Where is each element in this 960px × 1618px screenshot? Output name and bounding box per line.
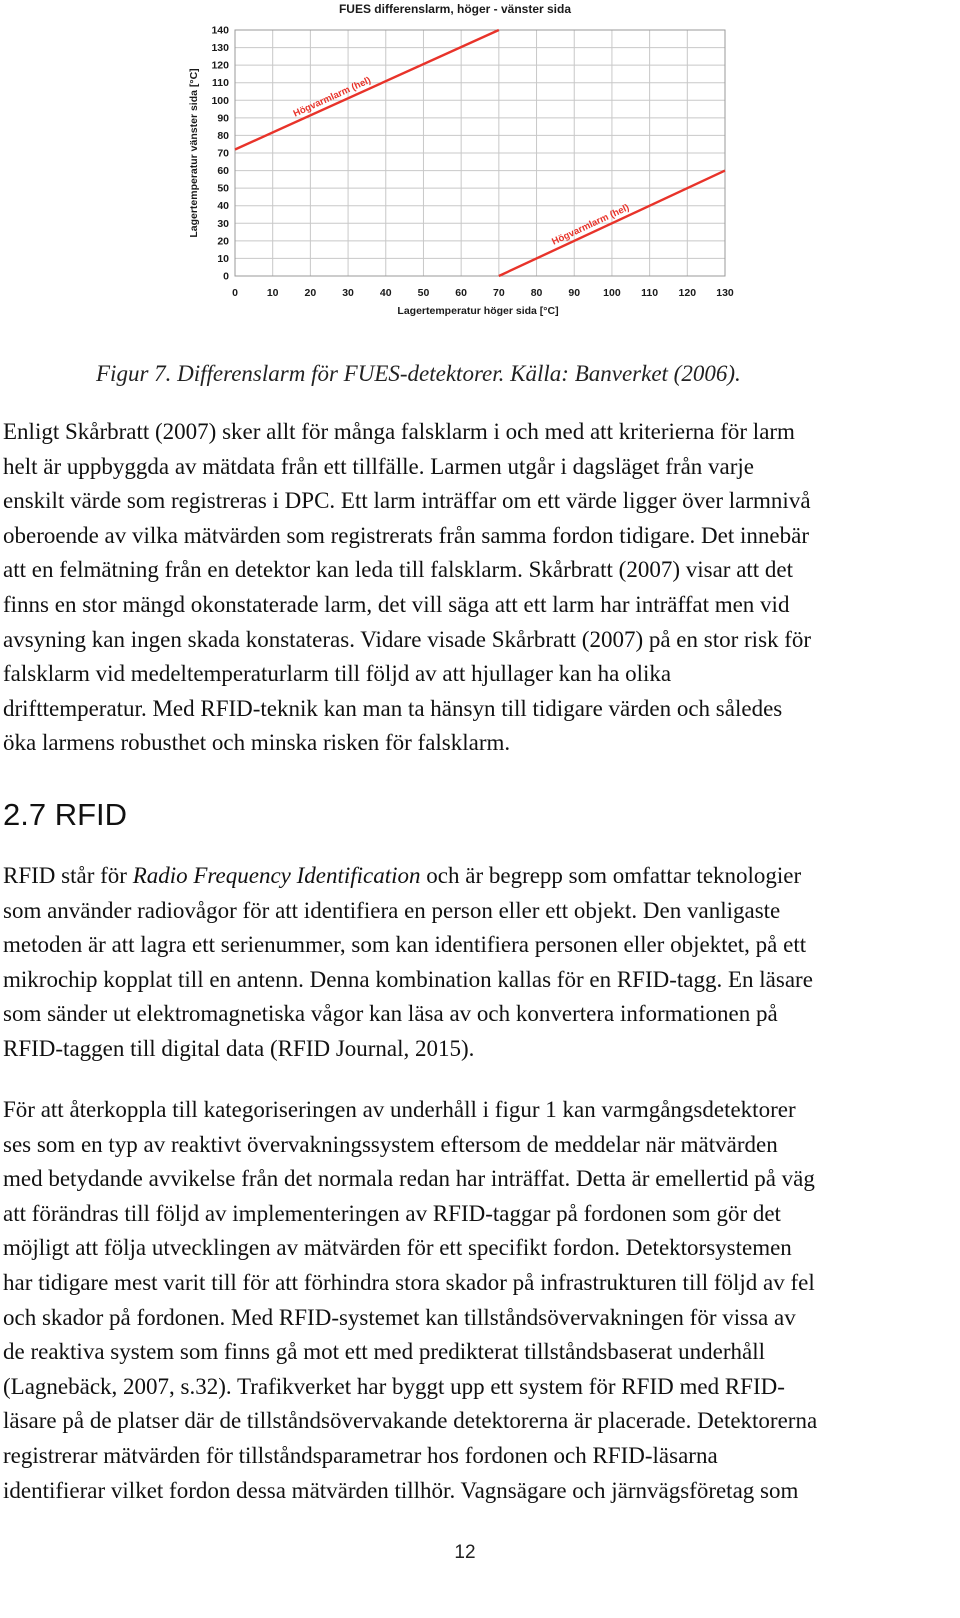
paragraph-line: ses som en typ av reaktivt övervakningssystem eftersom de meddelar när mätvärden [3,1131,778,1157]
chart-title: FUES differenslarm, höger - vänster sida [338,2,572,16]
paragraph-line: drifttemperatur. Med RFID-teknik kan man ta hänsyn till tidigare värden och således [3,695,783,721]
y-tick-label: 110 [212,77,229,90]
paragraph-line [3,859,935,894]
paragraph-line: falsklarm vid medeltemperaturlarm till följd av att hjullager kan ha olika [3,661,672,687]
y-tick-label: 50 [217,182,229,195]
y-tick-label: 10 [217,252,229,265]
x-tick-labels [232,287,734,299]
y-tick-label: 70 [217,147,229,160]
x-tick-label: 30 [342,287,354,299]
rfid-expansion: Radio Frequency Identification [132,863,421,888]
paragraph-line: som sänder ut elektromagnetiska vågor kan läsa av och konvertera informationen på [3,1001,778,1027]
paragraph-line: avsyning kan ingen skada konstateras. Vidare visade Skårbratt (2007) på en stor risk för [3,626,812,652]
x-tick-label: 50 [417,287,430,299]
y-axis-label: Lagertemperatur vänster sida [°C] [188,68,200,238]
paragraph-line: läsare på de platser där de tillståndsövervakande detektorerna är placerade. Detektorerna [3,1408,818,1434]
line-text: och är begrepp som omfattar teknologier [420,863,802,888]
paragraph-line: metoden är att lagra ett serienummer, som kan identifiera personen eller objektet, på ett [3,932,807,958]
paragraph-line: som använder radiovågor för att identifiera en person eller ett objekt. Den vanligaste [3,897,781,923]
x-tick-label: 60 [455,287,467,299]
paragraph-line: mikrochip kopplat till en antenn. Denna kombination kallas för en RFID-tagg. En läsare [3,966,813,992]
x-tick-label: 100 [603,287,621,299]
fues-chart [180,0,780,330]
paragraph-line: öka larmens robusthet och minska risken för falsklarm. [3,730,511,756]
y-tick-label: 130 [211,42,229,55]
y-tick-label: 120 [211,59,229,72]
page-number: 12 [454,1542,476,1563]
paragraph-line: möjligt att följa utvecklingen av mätvärden för ett specifikt fordon. Detektorsystemen [3,1235,792,1261]
paragraph-line: RFID-taggen till digital data (RFID Journal, 2015). [3,1035,475,1061]
paragraph-line: de reaktiva system som finns gå mot ett med predikterat tillståndsbaserat underhåll [3,1339,765,1365]
paragraph-line: enskilt värde som registreras i DPC. Ett larm inträffar om ett värde ligger över larmnivå [3,488,811,514]
paragraph-line: finns en stor mängd okonstaterade larm, det vill säga att ett larm har inträffat men vid [3,591,790,617]
paragraph-line: För att återkoppla till kategoriseringen av underhåll i figur 1 kan varmgångsdetektorer [3,1097,796,1122]
paragraph-line: oberoende av vilka mätvärden som registrerats från samma fordon tidigare. Det innebär [3,522,809,548]
x-tick-label: 10 [266,287,279,299]
x-tick-label: 130 [716,287,734,299]
y-tick-labels [211,25,229,283]
paragraph-line: helt är uppbyggda av mätdata från ett tillfälle. Larmen utgår i dagsläget från varje [3,453,755,479]
y-tick-label: 100 [211,94,229,107]
paragraph-line: identifierar vilket fordon dessa mätvärden tillhör. Vagnsägare och järnvägsföretag som [3,1477,799,1503]
y-tick-label: 0 [223,270,229,283]
paragraph-line: att förändras till följd av implementeringen av RFID-taggar på fordonen som gör det [3,1200,781,1226]
y-tick-label: 80 [217,129,229,142]
paragraph-line: har tidigare mest varit till för att förhindra stora skador på infrastrukturen till följd av fel [3,1269,815,1295]
paragraph-line: att en felmätning från en detektor kan leda till falsklarm. Skårbratt (2007) visar att det [3,557,794,583]
x-tick-label: 0 [232,287,238,299]
paragraph-line: och skador på fordonen. Med RFID-systemet kan tillståndsövervakningen för vissa av [3,1304,796,1330]
paragraph-line: registrerar mätvärden för tillståndsparametrar hos fordonen och RFID-läsarna [3,1442,718,1468]
y-tick-label: 60 [217,165,229,178]
chart-grid [235,30,725,276]
x-tick-label: 70 [493,287,505,299]
y-tick-label: 140 [211,24,229,37]
paragraph-line: Enligt Skårbratt (2007) sker allt för många falsklarm i och med att kriterierna för larm [3,419,795,444]
x-tick-label: 120 [678,287,697,299]
x-tick-label: 80 [530,287,543,299]
x-axis-label: Lagertemperatur höger sida [°C] [397,305,559,317]
x-tick-label: 20 [304,287,317,299]
y-tick-label: 90 [217,112,229,125]
section-heading: 2.7 RFID [3,797,128,832]
paragraph-reactive-systems [3,1093,935,1508]
x-tick-label: 90 [568,287,581,299]
y-tick-label: 20 [217,235,229,248]
x-tick-label: 110 [641,287,659,299]
figure-caption: Figur 7. Differenslarm för FUES-detektorer. Källa: Banverket (2006). [96,361,741,386]
paragraph-line: med betydande avvikelse från det normala redan har inträffat. Detta är emellertid på väg [3,1166,815,1192]
series-label: Högvarmlarm (hel) [550,202,632,248]
y-tick-label: 40 [217,200,229,213]
paragraph-rfid-definition [3,859,935,1067]
x-tick-label: 40 [379,287,392,299]
y-tick-label: 30 [217,217,229,230]
line-text: RFID står för [3,863,133,888]
paragraph-line: (Lagnebäck, 2007, s.32). Trafikverket har byggt upp ett system för RFID med RFID- [3,1373,785,1399]
series-label: Högvarmlarm (hel) [291,74,373,120]
paragraph-false-alarms [3,415,935,761]
